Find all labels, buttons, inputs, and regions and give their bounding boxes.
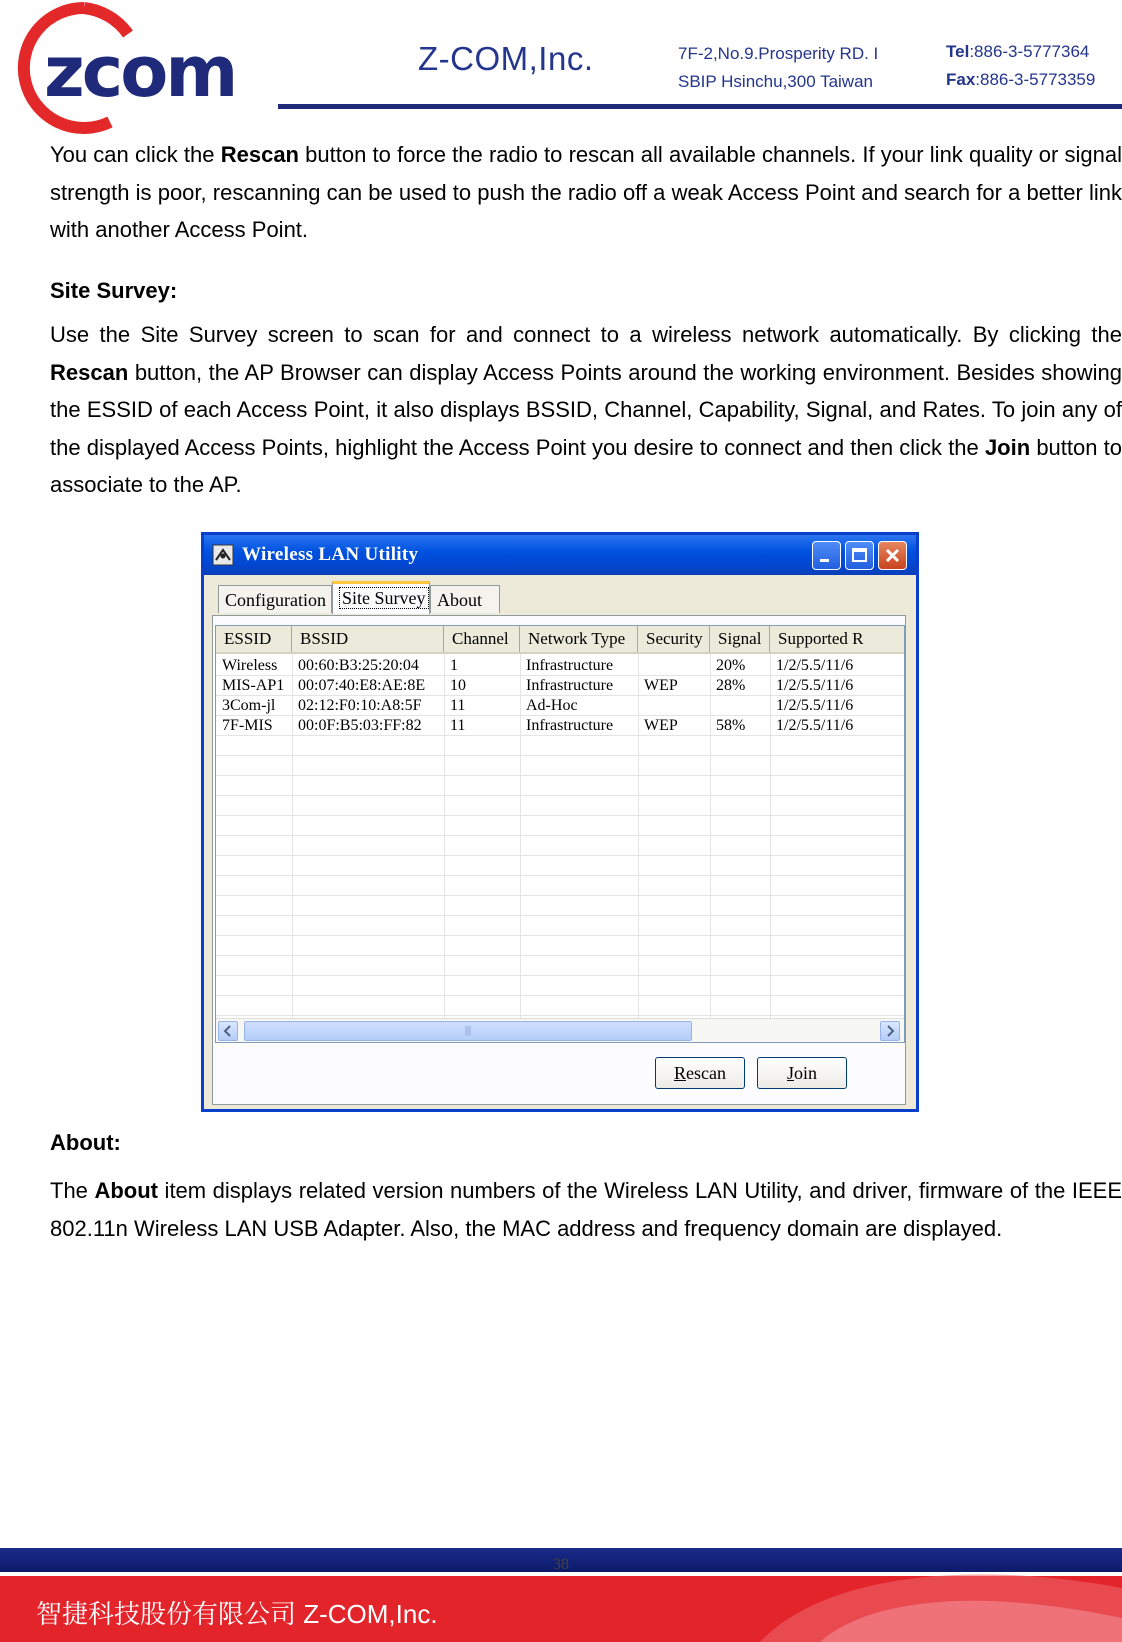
- table-row[interactable]: [216, 656, 905, 676]
- cell-signal: [710, 696, 770, 716]
- cell-supported-rates: 1/2/5.5/11/6: [776, 697, 854, 714]
- rescan-mnemonic: R: [674, 1063, 687, 1083]
- header-rule: [278, 104, 1122, 109]
- rescan-button[interactable]: [655, 1057, 745, 1089]
- about-text-a: The: [50, 1178, 95, 1203]
- cell-essid: Wireless: [222, 657, 278, 674]
- cell-signal: 20%: [716, 657, 746, 674]
- col-security[interactable]: Security: [638, 626, 710, 652]
- about-bold: About: [94, 1178, 158, 1203]
- scroll-left-button[interactable]: [218, 1021, 238, 1041]
- table-row[interactable]: [216, 716, 905, 736]
- tel-value: :886-3-5777364: [969, 42, 1090, 61]
- cell-network-type: Infrastructure: [526, 657, 614, 674]
- tab-site-survey-label: Site Survey: [339, 587, 429, 609]
- grid-row-line: [216, 915, 905, 916]
- site-survey-heading: Site Survey:: [50, 278, 178, 303]
- col-bssid[interactable]: BSSID: [292, 626, 444, 652]
- logo-text: zcom: [44, 31, 236, 113]
- cell-network-type: Infrastructure: [526, 677, 614, 694]
- intro-text-c: button to force the radio to rescan all available channels. If your link quality or signal strength is poor, rescanning can be used to push the radio off a weak Access Point and search for a better link with another Access Point.: [50, 142, 1122, 242]
- cell-bssid: 02:12:F0:10:A8:5F: [298, 697, 422, 714]
- list-header: [216, 626, 905, 654]
- cell-essid: 3Com-jl: [222, 697, 276, 714]
- cell-essid: 7F-MIS: [222, 717, 273, 734]
- chevron-right-icon: [881, 1022, 899, 1040]
- page-header: [0, 0, 1122, 136]
- cell-bssid: 00:0F:B5:03:FF:82: [298, 717, 422, 734]
- site-survey-paragraph: [50, 316, 1122, 504]
- ss-text-c: button, the AP Browser can display Access Points around the working environment. Besides showing the ESSID of each Access Point, it also displays BSSID, Channel, Capability, Signal, and Rates. To join any of the displayed Access Points, highlight the Access Point you desire to connect and then click the: [50, 359, 1122, 460]
- grid-row-line: [216, 935, 905, 936]
- close-button[interactable]: [878, 541, 907, 570]
- fax-label: Fax: [946, 70, 976, 89]
- company-address: [678, 40, 878, 96]
- cell-network-type: Infrastructure: [526, 717, 614, 734]
- cell-channel: 11: [450, 717, 466, 734]
- tab-configuration[interactable]: [218, 585, 332, 613]
- chevron-left-icon: [219, 1022, 237, 1040]
- access-point-list[interactable]: [215, 625, 905, 1043]
- cell-essid: MIS-AP1: [222, 677, 285, 694]
- rescan-label: escan: [686, 1063, 726, 1083]
- ss-text-e: button to associate to the AP.: [50, 434, 1122, 497]
- footer-company-text: 智捷科技股份有限公司 Z-COM,Inc.: [36, 1599, 438, 1629]
- cell-security: [638, 656, 710, 676]
- about-heading: About:: [50, 1130, 121, 1155]
- window-title: Wireless LAN Utility: [242, 544, 419, 565]
- company-name: Z-COM,Inc.: [418, 40, 594, 77]
- intro-text-a: You can click the: [50, 142, 221, 167]
- app-icon: [212, 544, 234, 566]
- minimize-icon: [813, 542, 840, 569]
- grid-row-line: [216, 855, 905, 856]
- grid-row-line: [216, 775, 905, 776]
- cell-bssid: 00:07:40:E8:AE:8E: [298, 677, 426, 694]
- cell-channel: 1: [450, 657, 458, 674]
- cell-supported-rates: 1/2/5.5/11/6: [776, 717, 854, 734]
- scroll-right-button[interactable]: [880, 1021, 900, 1041]
- ss-text-a: Use the Site Survey screen to scan for and connect to a wireless network automatically. By clicking the: [50, 322, 1122, 347]
- col-network-type[interactable]: Network Type: [520, 626, 638, 652]
- grid-row-line: [216, 835, 905, 836]
- minimize-button[interactable]: [812, 541, 841, 570]
- about-text-c: item displays related version numbers of the Wireless LAN Utility, and driver, firmware of the IEEE 802.11n Wireless LAN USB Adapter. Also, the MAC address and frequency domain are displayed.: [50, 1178, 1122, 1241]
- table-row[interactable]: [216, 696, 905, 716]
- fax-value: :886-3-5773359: [975, 70, 1096, 89]
- grid-row-line: [216, 795, 905, 796]
- horizontal-scrollbar[interactable]: [216, 1018, 904, 1043]
- ss-join-bold: Join: [984, 434, 1031, 460]
- cell-signal: 58%: [716, 717, 746, 734]
- join-button[interactable]: [757, 1057, 847, 1089]
- grid-row-line: [216, 995, 905, 996]
- col-signal[interactable]: Signal: [710, 626, 770, 652]
- tel-label: Tel: [946, 42, 970, 61]
- tab-about-label: About: [437, 590, 482, 610]
- window-titlebar[interactable]: [204, 535, 916, 575]
- cell-bssid: 00:60:B3:25:20:04: [298, 657, 419, 674]
- maximize-button[interactable]: [845, 541, 874, 570]
- tab-about[interactable]: [430, 585, 500, 613]
- cell-security: WEP: [644, 677, 678, 694]
- scroll-grip: |||: [464, 1025, 471, 1036]
- fax-line: [946, 66, 1095, 94]
- col-essid[interactable]: ESSID: [216, 626, 292, 652]
- grid-row-line: [216, 895, 905, 896]
- join-mnemonic: J: [786, 1063, 794, 1083]
- grid-row-line: [216, 975, 905, 976]
- ss-rescan-bold: Rescan: [50, 359, 129, 385]
- cell-signal: 28%: [716, 677, 746, 694]
- cell-security: WEP: [644, 717, 678, 734]
- maximize-icon: [846, 542, 873, 569]
- cell-supported-rates: 1/2/5.5/11/6: [776, 677, 854, 694]
- cell-channel: 11: [450, 697, 466, 714]
- wireless-lan-utility-window: [201, 532, 919, 1112]
- cell-supported-rates: 1/2/5.5/11/6: [776, 657, 854, 674]
- cell-network-type: Ad-Hoc: [526, 697, 578, 714]
- intro-paragraph: [50, 136, 1122, 249]
- grid-row-line: [216, 955, 905, 956]
- address-line-1: 7F-2,No.9.Prosperity RD. I: [678, 44, 879, 63]
- grid-row-line: [216, 1015, 905, 1016]
- page-number: 38: [553, 1556, 569, 1573]
- grid-row-line: [216, 815, 905, 816]
- table-row[interactable]: [216, 676, 905, 696]
- col-channel[interactable]: Channel: [444, 626, 520, 652]
- about-paragraph: [50, 1172, 1122, 1247]
- close-icon: [879, 542, 906, 569]
- zcom-logo: [0, 0, 282, 136]
- contact-info: [946, 38, 1095, 94]
- tab-site-survey[interactable]: [332, 581, 430, 614]
- join-label: oin: [794, 1063, 818, 1083]
- cell-channel: 10: [450, 677, 466, 694]
- cell-security: [638, 696, 710, 716]
- scroll-thumb[interactable]: [244, 1021, 692, 1041]
- col-supported-rates[interactable]: Supported R: [778, 629, 864, 648]
- address-line-2: SBIP Hsinchu,300 Taiwan: [678, 72, 873, 91]
- grid-row-line: [216, 755, 905, 756]
- tel-line: [946, 38, 1095, 66]
- intro-rescan-bold: Rescan: [220, 142, 299, 167]
- grid-row-line: [216, 875, 905, 876]
- tab-configuration-label: Configuration: [225, 590, 326, 610]
